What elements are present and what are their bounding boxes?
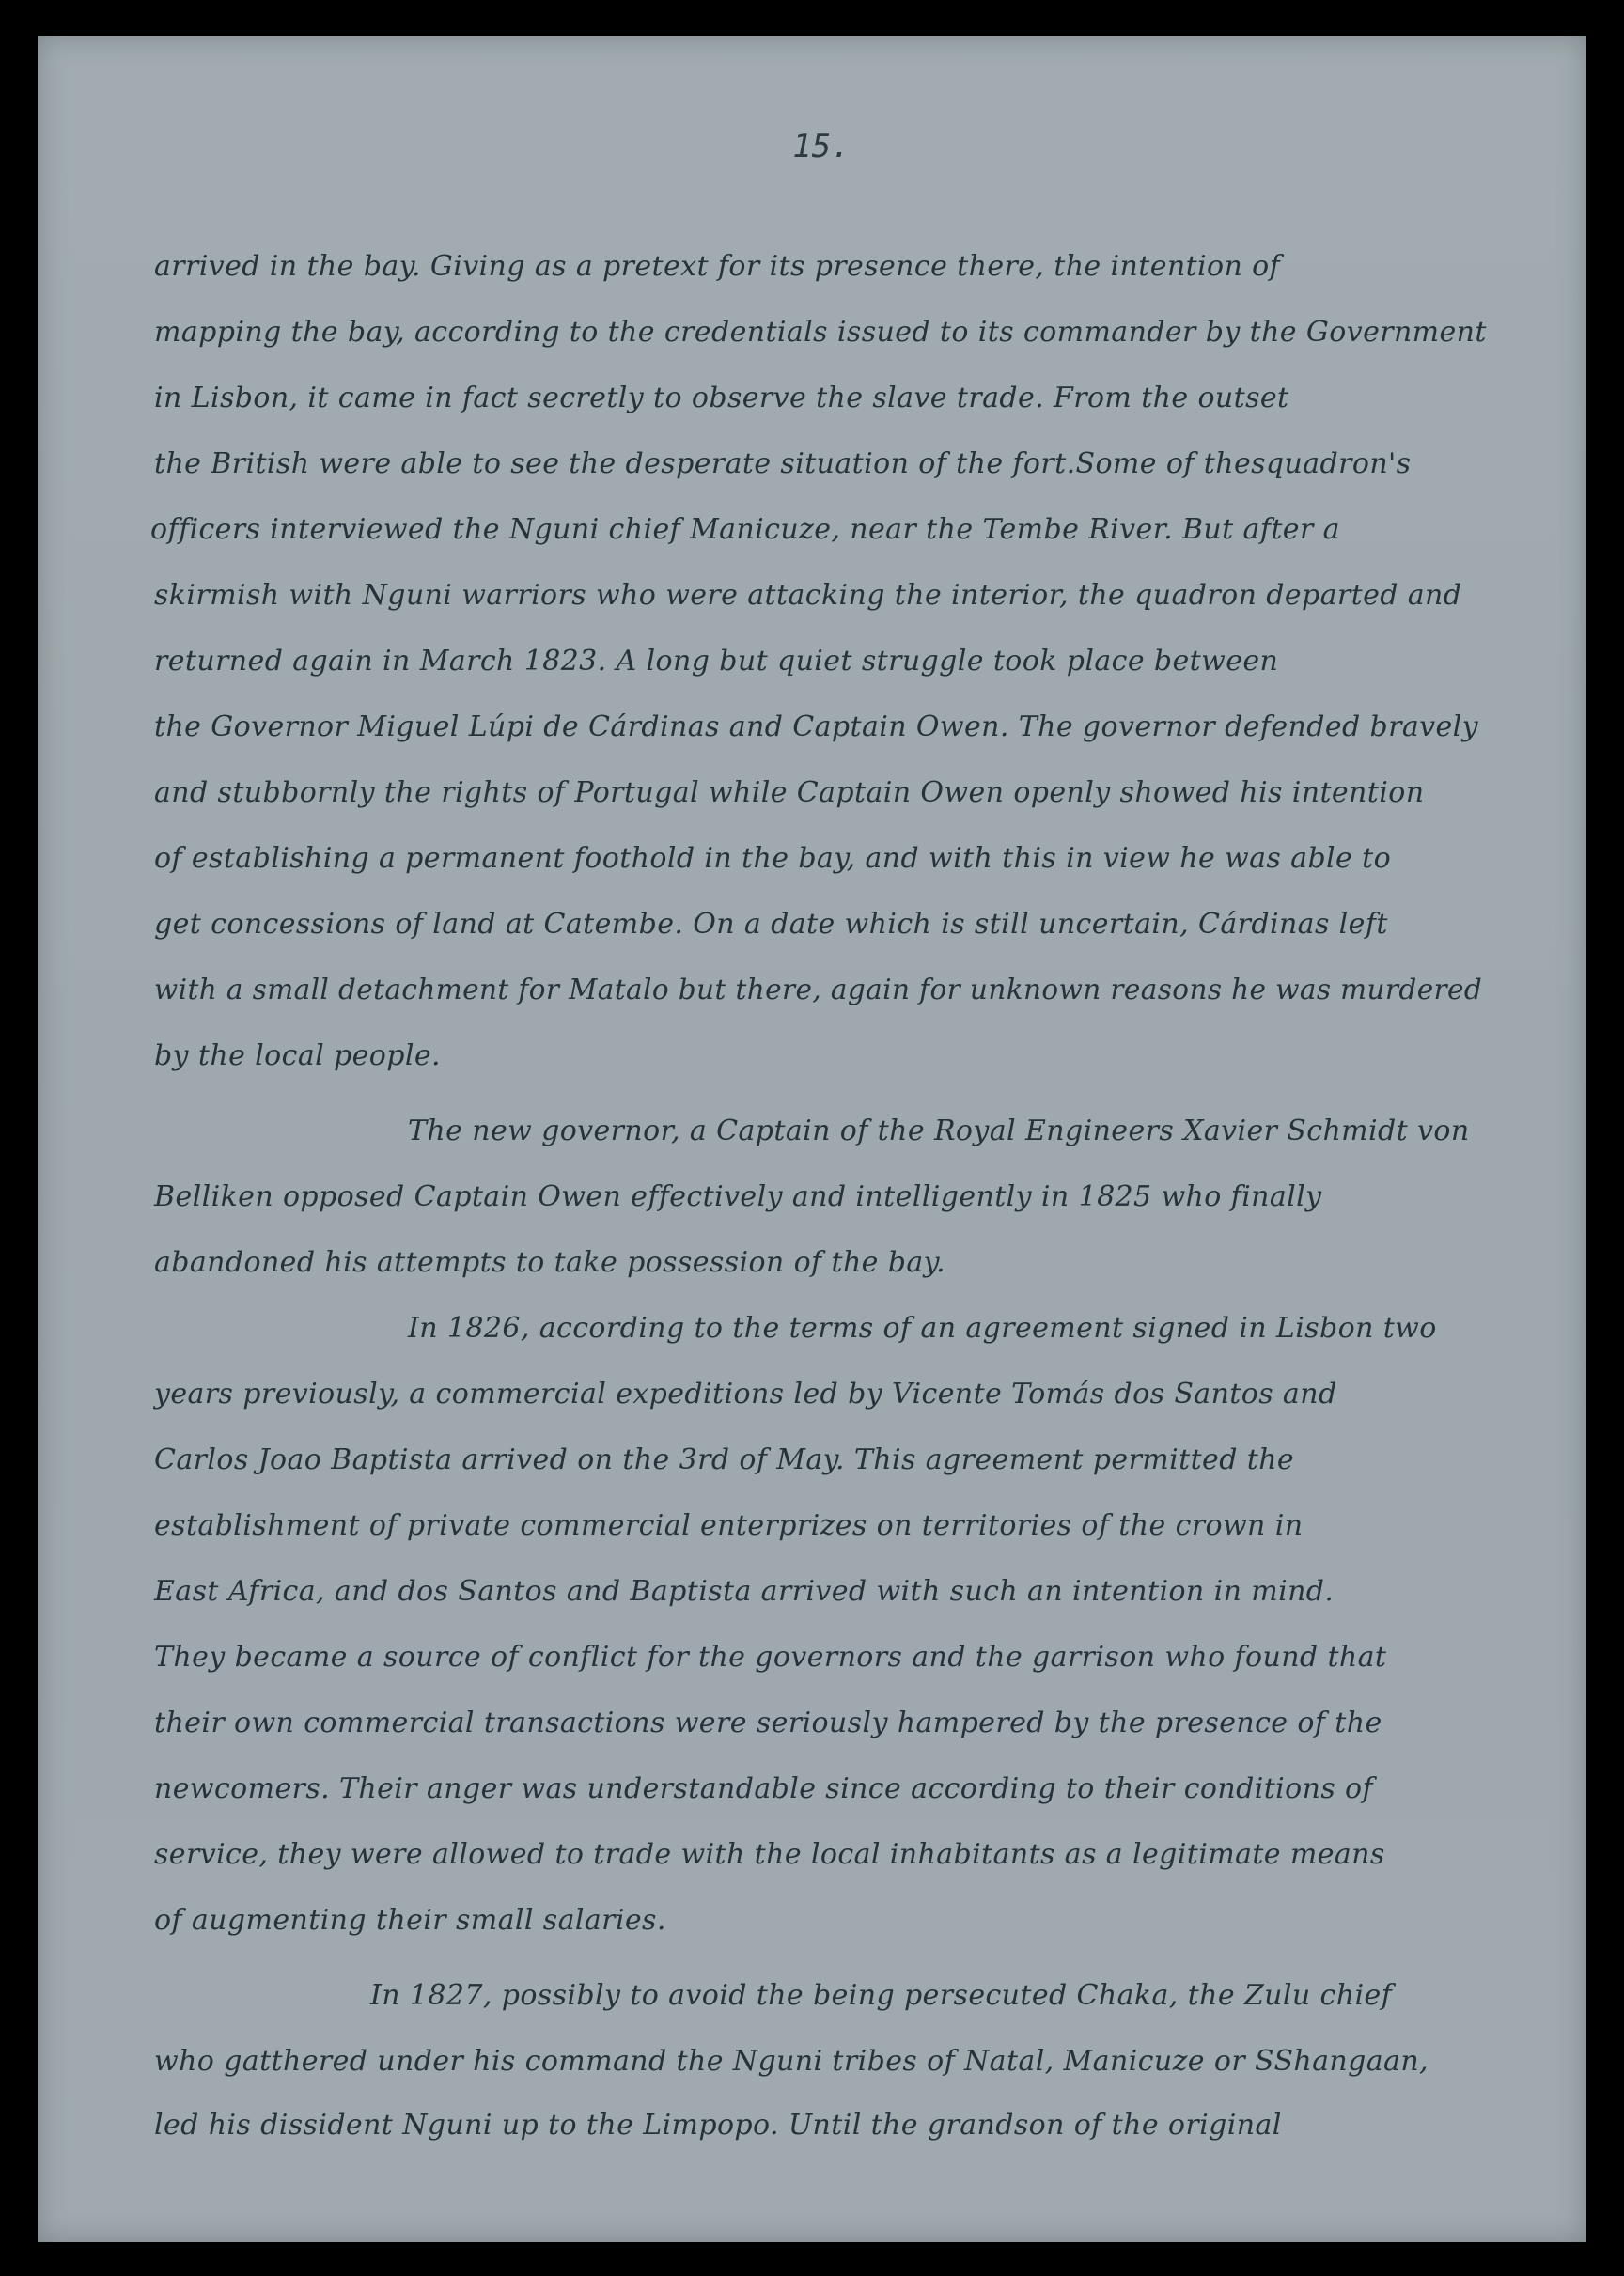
page-number: 15. [792, 128, 851, 165]
text-line: get concessions of land at Catembe. On a date which is still uncertain, Cárdinas left [154, 908, 1388, 941]
text-line: Belliken opposed Captain Owen effectively and intelligently in 1825 who finally [154, 1180, 1322, 1213]
text-line: skirmish with Nguni warriors who were attacking the interior, the quadron departed and [154, 579, 1462, 612]
text-line: in Lisbon, it came in fact secretly to observe the slave trade. From the outset [154, 382, 1289, 414]
text-line: service, they were allowed to trade with the local inhabitants as a legitimate means [154, 1838, 1385, 1871]
text-line: officers interviewed the Nguni chief Manicuze, near the Tembe River. But after a [150, 513, 1340, 546]
text-line: of augmenting their small salaries. [154, 1904, 666, 1937]
text-line: mapping the bay, according to the credentials issued to its commander by the Government [154, 316, 1487, 349]
text-line: East Africa, and dos Santos and Baptista arrived with such an intention in mind. [154, 1575, 1335, 1608]
text-line: The new governor, a Captain of the Royal Engineers Xavier Schmidt von [408, 1115, 1470, 1147]
text-line: They became a source of conflict for the governors and the garrison who found that [154, 1641, 1387, 1674]
text-line: Carlos Joao Baptista arrived on the 3rd of May. This agreement permitted the [154, 1443, 1295, 1476]
text-line: their own commercial transactions were seriously hampered by the presence of the [154, 1707, 1382, 1739]
text-line: who gatthered under his command the Nguni tribes of Natal, Manicuze or SShangaan, [154, 2045, 1429, 2078]
text-line: and stubbornly the rights of Portugal while Captain Owen openly showed his intention [154, 776, 1425, 809]
text-line: arrived in the bay. Giving as a pretext for its presence there, the intention of [154, 250, 1281, 283]
text-line: newcomers. Their anger was understandable since according to their conditions of [154, 1772, 1374, 1805]
text-line: In 1826, according to the terms of an agreement signed in Lisbon two [408, 1312, 1437, 1345]
text-line: returned again in March 1823. A long but quiet struggle took place between [154, 645, 1279, 678]
text-line: In 1827, possibly to avoid the being persecuted Chaka, the Zulu chief [370, 1979, 1393, 2012]
text-line: with a small detachment for Matalo but there, again for unknown reasons he was murdered [154, 974, 1483, 1005]
text-line: establishment of private commercial enterprizes on territories of the crown in [154, 1509, 1304, 1542]
text-line: the Governor Miguel Lúpi de Cárdinas and Captain Owen. The governor defended bravely [154, 710, 1479, 743]
text-line: abandoned his attempts to take possession of the bay. [154, 1246, 945, 1279]
document-page [38, 36, 1586, 2242]
text-line: led his dissident Nguni up to the Limpopo. Until the grandson of the original [154, 2109, 1282, 2142]
text-line: by the local people. [154, 1039, 441, 1072]
text-line: of establishing a permanent foothold in the bay, and with this in view he was able to [154, 842, 1392, 875]
text-line: years previously, a commercial expeditions led by Vicente Tomás dos Santos and [154, 1378, 1337, 1411]
text-line: the British were able to see the desperate situation of the fort.Some of thesquadron's [154, 447, 1412, 480]
